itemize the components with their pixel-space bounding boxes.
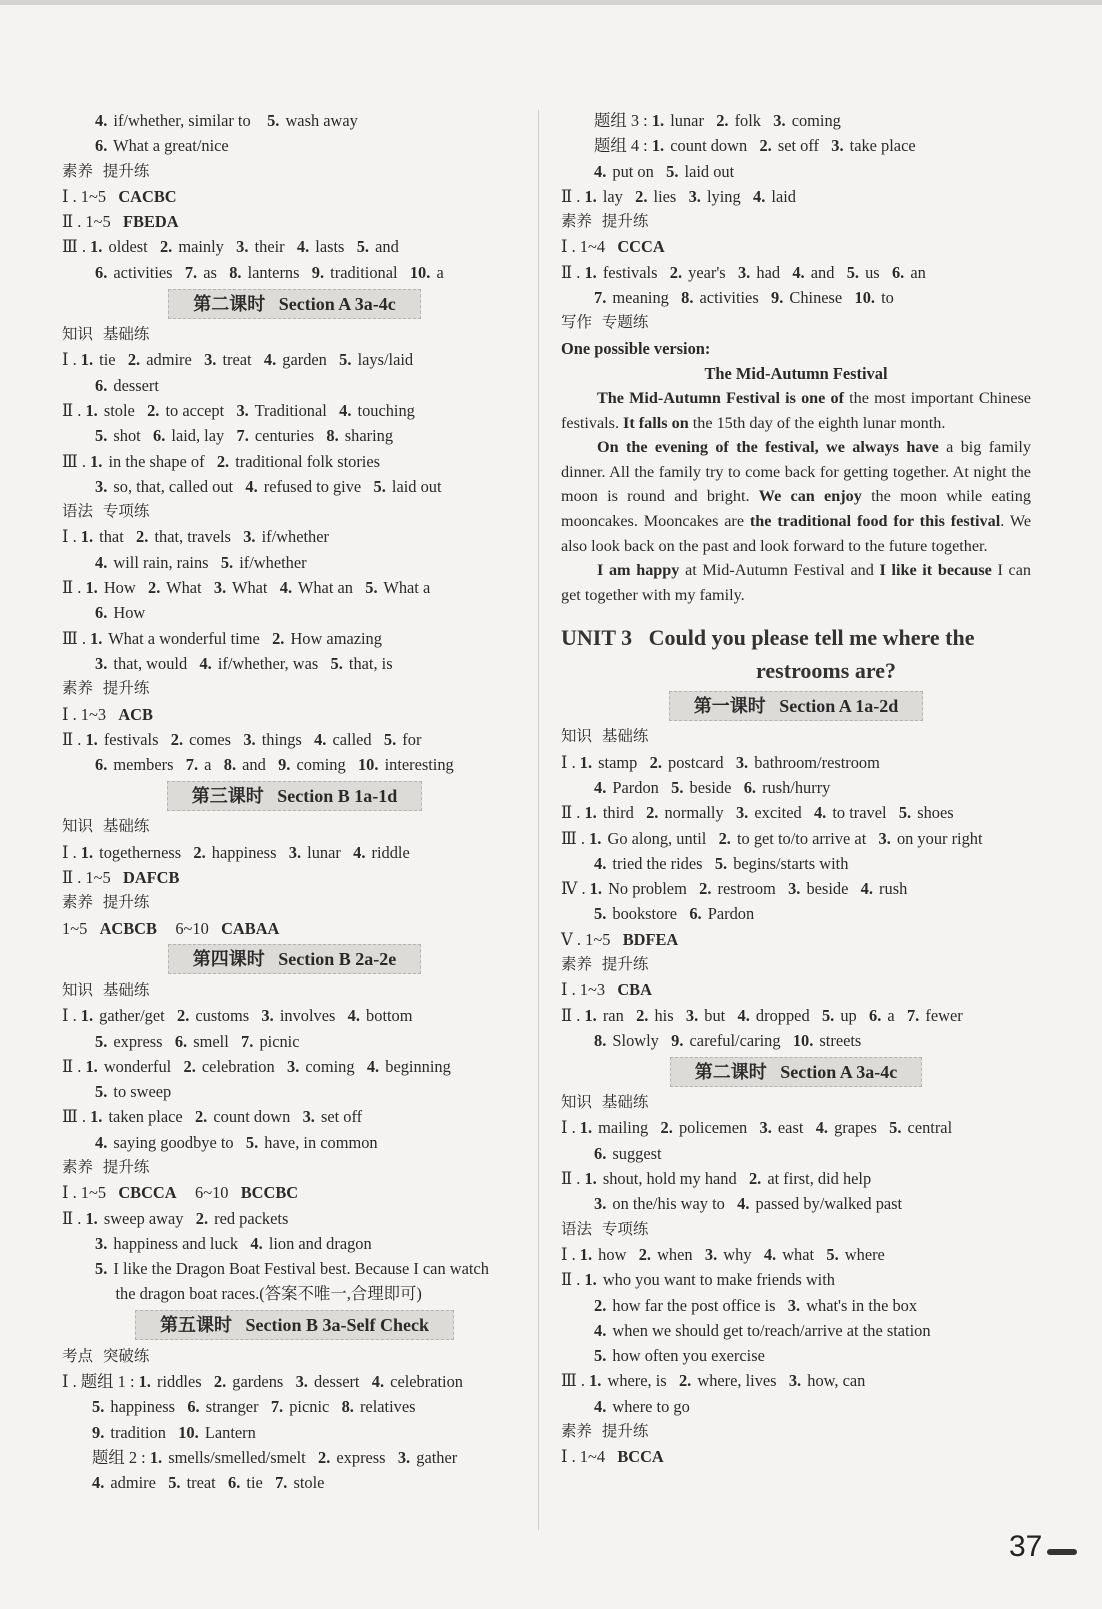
answer-line: 3. so, that, called out 4. refused to give 5. laid out [95, 476, 442, 496]
answer-line: Ⅱ . 1~5 DAFCB [62, 868, 180, 888]
right-top-answers [561, 108, 1031, 361]
category-heading: 考点 突破练 [62, 1346, 150, 1365]
category-heading: 知识 基础练 [561, 727, 649, 746]
unit-heading [561, 621, 1031, 687]
answer-line: 题组 2 : 1. smells/smelled/smelt 2. express 3. gather [92, 1447, 458, 1467]
section-banner-label: 第三课时 Section B 1a-1d [167, 781, 423, 811]
right-column [561, 108, 1031, 1470]
section-banner [561, 687, 1031, 724]
answer-line: Ⅱ . 1. stole 2. to accept 3. Traditional 4. touching [62, 400, 415, 420]
answer-line: Ⅰ . 1~5 CBCCA 6~10 BCCBC [62, 1183, 299, 1203]
answer-line: 3. on the/his way to 4. passed by/walked past [594, 1194, 903, 1214]
answer-line: Ⅲ . 1. oldest 2. mainly 3. their 4. lasts 5. and [62, 237, 399, 257]
answer-line: Ⅱ . 1~5 FBEDA [62, 212, 179, 232]
answer-line: Ⅲ . 1. What a wonderful time 2. How amazing [62, 628, 382, 648]
category-heading: 知识 基础练 [62, 817, 150, 836]
answer-line: Ⅰ . 1. tie 2. admire 3. treat 4. garden 5. lays/laid [62, 350, 414, 370]
answer-line: 6. activities 7. as 8. lanterns 9. traditional 10. a [95, 262, 444, 282]
answer-line: Ⅱ . 1. who you want to make friends with [561, 1270, 835, 1290]
answer-line: Ⅲ . 1. Go along, until 2. to get to/to arrive at 3. on your right [561, 828, 983, 848]
category-heading: 素养 提升练 [561, 212, 649, 231]
answer-line: 6. What a great/nice [95, 136, 229, 156]
answer-line: Ⅰ . 1~4 BCCA [561, 1447, 664, 1467]
section-banner [62, 285, 527, 322]
answer-line: Ⅰ . 1~3 CBA [561, 980, 652, 1000]
right-bottom-answers [561, 687, 1031, 1469]
answer-line: Ⅱ . 1. third 2. normally 3. excited 4. to travel 5. shoes [561, 803, 954, 823]
answer-line: the dragon boat races.(答案不唯一,合理即可) [95, 1284, 422, 1304]
answer-line: Ⅲ . 1. in the shape of 2. traditional folk stories [62, 451, 380, 471]
left-column [62, 108, 527, 1496]
answer-line: 题组 3 : 1. lunar 2. folk 3. coming [594, 111, 841, 130]
answer-line: Ⅰ . 1. stamp 2. postcard 3. bathroom/restroom [561, 752, 880, 772]
answer-line: Ⅲ . 1. taken place 2. count down 3. set off [62, 1107, 363, 1127]
category-heading: 素养 提升练 [561, 1422, 649, 1441]
category-heading: 素养 提升练 [62, 161, 150, 180]
answer-line: 6. How [95, 603, 146, 623]
answer-line: Ⅰ . 1~3 ACB [62, 704, 153, 724]
answer-line: 4. will rain, rains 5. if/whether [95, 552, 307, 572]
answer-line: 4. if/whether, similar to 5. wash away [95, 111, 358, 130]
answer-line: Ⅰ . 1. mailing 2. policemen 3. east 4. grapes 5. central [561, 1118, 953, 1138]
category-heading: 语法 专项练 [561, 1219, 649, 1238]
sample-essay [561, 361, 1031, 607]
answer-line: Ⅰ . 1~5 CACBC [62, 186, 177, 206]
category-heading: 语法 专项练 [62, 502, 150, 521]
answer-line: 5. express 6. smell 7. picnic [95, 1031, 300, 1051]
category-heading: 素养 提升练 [62, 1157, 150, 1176]
section-banner-label: 第二课时 Section A 3a-4c [168, 289, 421, 319]
answer-line: Ⅰ . 1. gather/get 2. customs 3. involves 4. bottom [62, 1006, 413, 1026]
essay-paragraph: I am happy at Mid-Autumn Festival and I like it because I can get together with my family. [561, 561, 1031, 604]
unit-title-line2: restrooms are? [756, 658, 896, 684]
category-heading: 素养 提升练 [561, 954, 649, 973]
unit-title-line1: UNIT 3 Could you please tell me where the [561, 625, 975, 651]
category-heading: 素养 提升练 [62, 893, 150, 912]
section-banner-label: 第一课时 Section A 1a-2d [669, 691, 924, 721]
answer-line: Ⅱ . 1. shout, hold my hand 2. at first, did help [561, 1169, 872, 1189]
answer-line: 4. put on 5. laid out [594, 161, 735, 181]
category-heading: 知识 基础练 [62, 325, 150, 344]
answer-line: 3. that, would 4. if/whether, was 5. that, is [95, 653, 393, 673]
category-heading: 知识 基础练 [62, 980, 150, 999]
answer-line: Ⅰ . 题组 1 : 1. riddles 2. gardens 3. dessert 4. celebration [62, 1372, 463, 1392]
answer-line: 5. happiness 6. stranger 7. picnic 8. relatives [92, 1397, 416, 1417]
answer-line: Ⅰ . 1. togetherness 2. happiness 3. lunar 4. riddle [62, 842, 410, 862]
essay-body [561, 386, 1031, 607]
section-banner [62, 777, 527, 814]
answer-line: 6. dessert [95, 375, 159, 395]
answer-line: Ⅱ . 1. How 2. What 3. What 4. What an 5. What a [62, 578, 431, 598]
answer-line: 2. how far the post office is 3. what's in the box [594, 1295, 918, 1315]
section-banner-label: 第五课时 Section B 3a-Self Check [135, 1310, 454, 1340]
answer-line: 5. I like the Dragon Boat Festival best. Because I can watch [95, 1259, 489, 1279]
answer-line: Ⅳ . 1. No problem 2. restroom 3. beside 4. rush [561, 879, 908, 899]
answer-line: 4. where to go [594, 1396, 690, 1416]
section-banner [62, 941, 527, 978]
answer-line: Ⅰ . 1~4 CCCA [561, 237, 665, 257]
answer-line: 6. suggest [594, 1143, 662, 1163]
answer-line: 5. shot 6. laid, lay 7. centuries 8. sharing [95, 426, 394, 446]
answer-line: Ⅱ . 1. ran 2. his 3. but 4. dropped 5. up 6. a 7. fewer [561, 1005, 963, 1025]
page-number: 37 [1009, 1530, 1043, 1563]
answer-line: 5. how often you exercise [594, 1346, 765, 1366]
category-heading: 知识 基础练 [561, 1093, 649, 1112]
answer-line: 1~5 ACBCB 6~10 CABAA [62, 918, 280, 938]
category-heading: 写作 专题练 [561, 313, 649, 332]
answer-line: 4. when we should get to/reach/arrive at the station [594, 1320, 931, 1340]
answer-line: 3. happiness and luck 4. lion and dragon [95, 1233, 372, 1253]
top-rule [0, 0, 1102, 5]
answer-line: Ⅰ . 1. how 2. when 3. why 4. what 5. where [561, 1244, 885, 1264]
answer-line: 7. meaning 8. activities 9. Chinese 10. to [594, 288, 894, 308]
answer-line: 4. Pardon 5. beside 6. rush/hurry [594, 777, 831, 797]
answer-line: One possible version: [561, 338, 711, 358]
answer-line: Ⅴ . 1~5 BDFEA [561, 929, 679, 949]
answer-line: 5. to sweep [95, 1082, 172, 1102]
section-banner [561, 1053, 1031, 1090]
answer-line: Ⅱ . 1. festivals 2. comes 3. things 4. called 5. for [62, 729, 422, 749]
essay-paragraph: The Mid-Autumn Festival is one of the most important Chinese festivals. It falls on the 15th day of the eighth lunar month. [561, 388, 1031, 432]
answer-line: Ⅱ . 1. festivals 2. year's 3. had 4. and 5. us 6. an [561, 262, 926, 282]
essay-title: The Mid-Autumn Festival [704, 363, 888, 383]
answer-line: 4. saying goodbye to 5. have, in common [95, 1132, 378, 1152]
answer-line: Ⅱ . 1. sweep away 2. red packets [62, 1208, 289, 1228]
column-divider [538, 110, 539, 1530]
section-banner-label: 第四课时 Section B 2a-2e [168, 944, 421, 974]
answer-line: 9. tradition 10. Lantern [92, 1422, 256, 1442]
section-banner [62, 1307, 527, 1344]
answer-line: 4. admire 5. treat 6. tie 7. stole [92, 1473, 325, 1493]
answer-line: Ⅰ . 1. that 2. that, travels 3. if/whether [62, 527, 329, 547]
answer-line: Ⅱ . 1. lay 2. lies 3. lying 4. laid [561, 186, 796, 206]
answer-line: Ⅱ . 1. wonderful 2. celebration 3. coming 4. beginning [62, 1056, 451, 1076]
essay-paragraph: On the evening of the festival, we always have a big family dinner. All the family try to come back for getting together. At night the moon is round and bright. We can enjoy the moon while eating mooncakes. Mooncakes are the traditional food for this festival. We also look back on the past and look forward to the future together. [561, 438, 1032, 555]
answer-line: 题组 4 : 1. count down 2. set off 3. take place [594, 136, 916, 156]
answer-line: 5. bookstore 6. Pardon [594, 904, 755, 924]
answer-line: 6. members 7. a 8. and 9. coming 10. interesting [95, 755, 454, 775]
page-number-bar [1047, 1549, 1077, 1555]
answer-line: 4. tried the rides 5. begins/starts with [594, 853, 849, 873]
answer-line: Ⅲ . 1. where, is 2. where, lives 3. how, can [561, 1371, 866, 1391]
answer-line: 8. Slowly 9. careful/caring 10. streets [594, 1030, 862, 1050]
category-heading: 素养 提升练 [62, 679, 150, 698]
section-banner-label: 第二课时 Section A 3a-4c [670, 1057, 923, 1087]
